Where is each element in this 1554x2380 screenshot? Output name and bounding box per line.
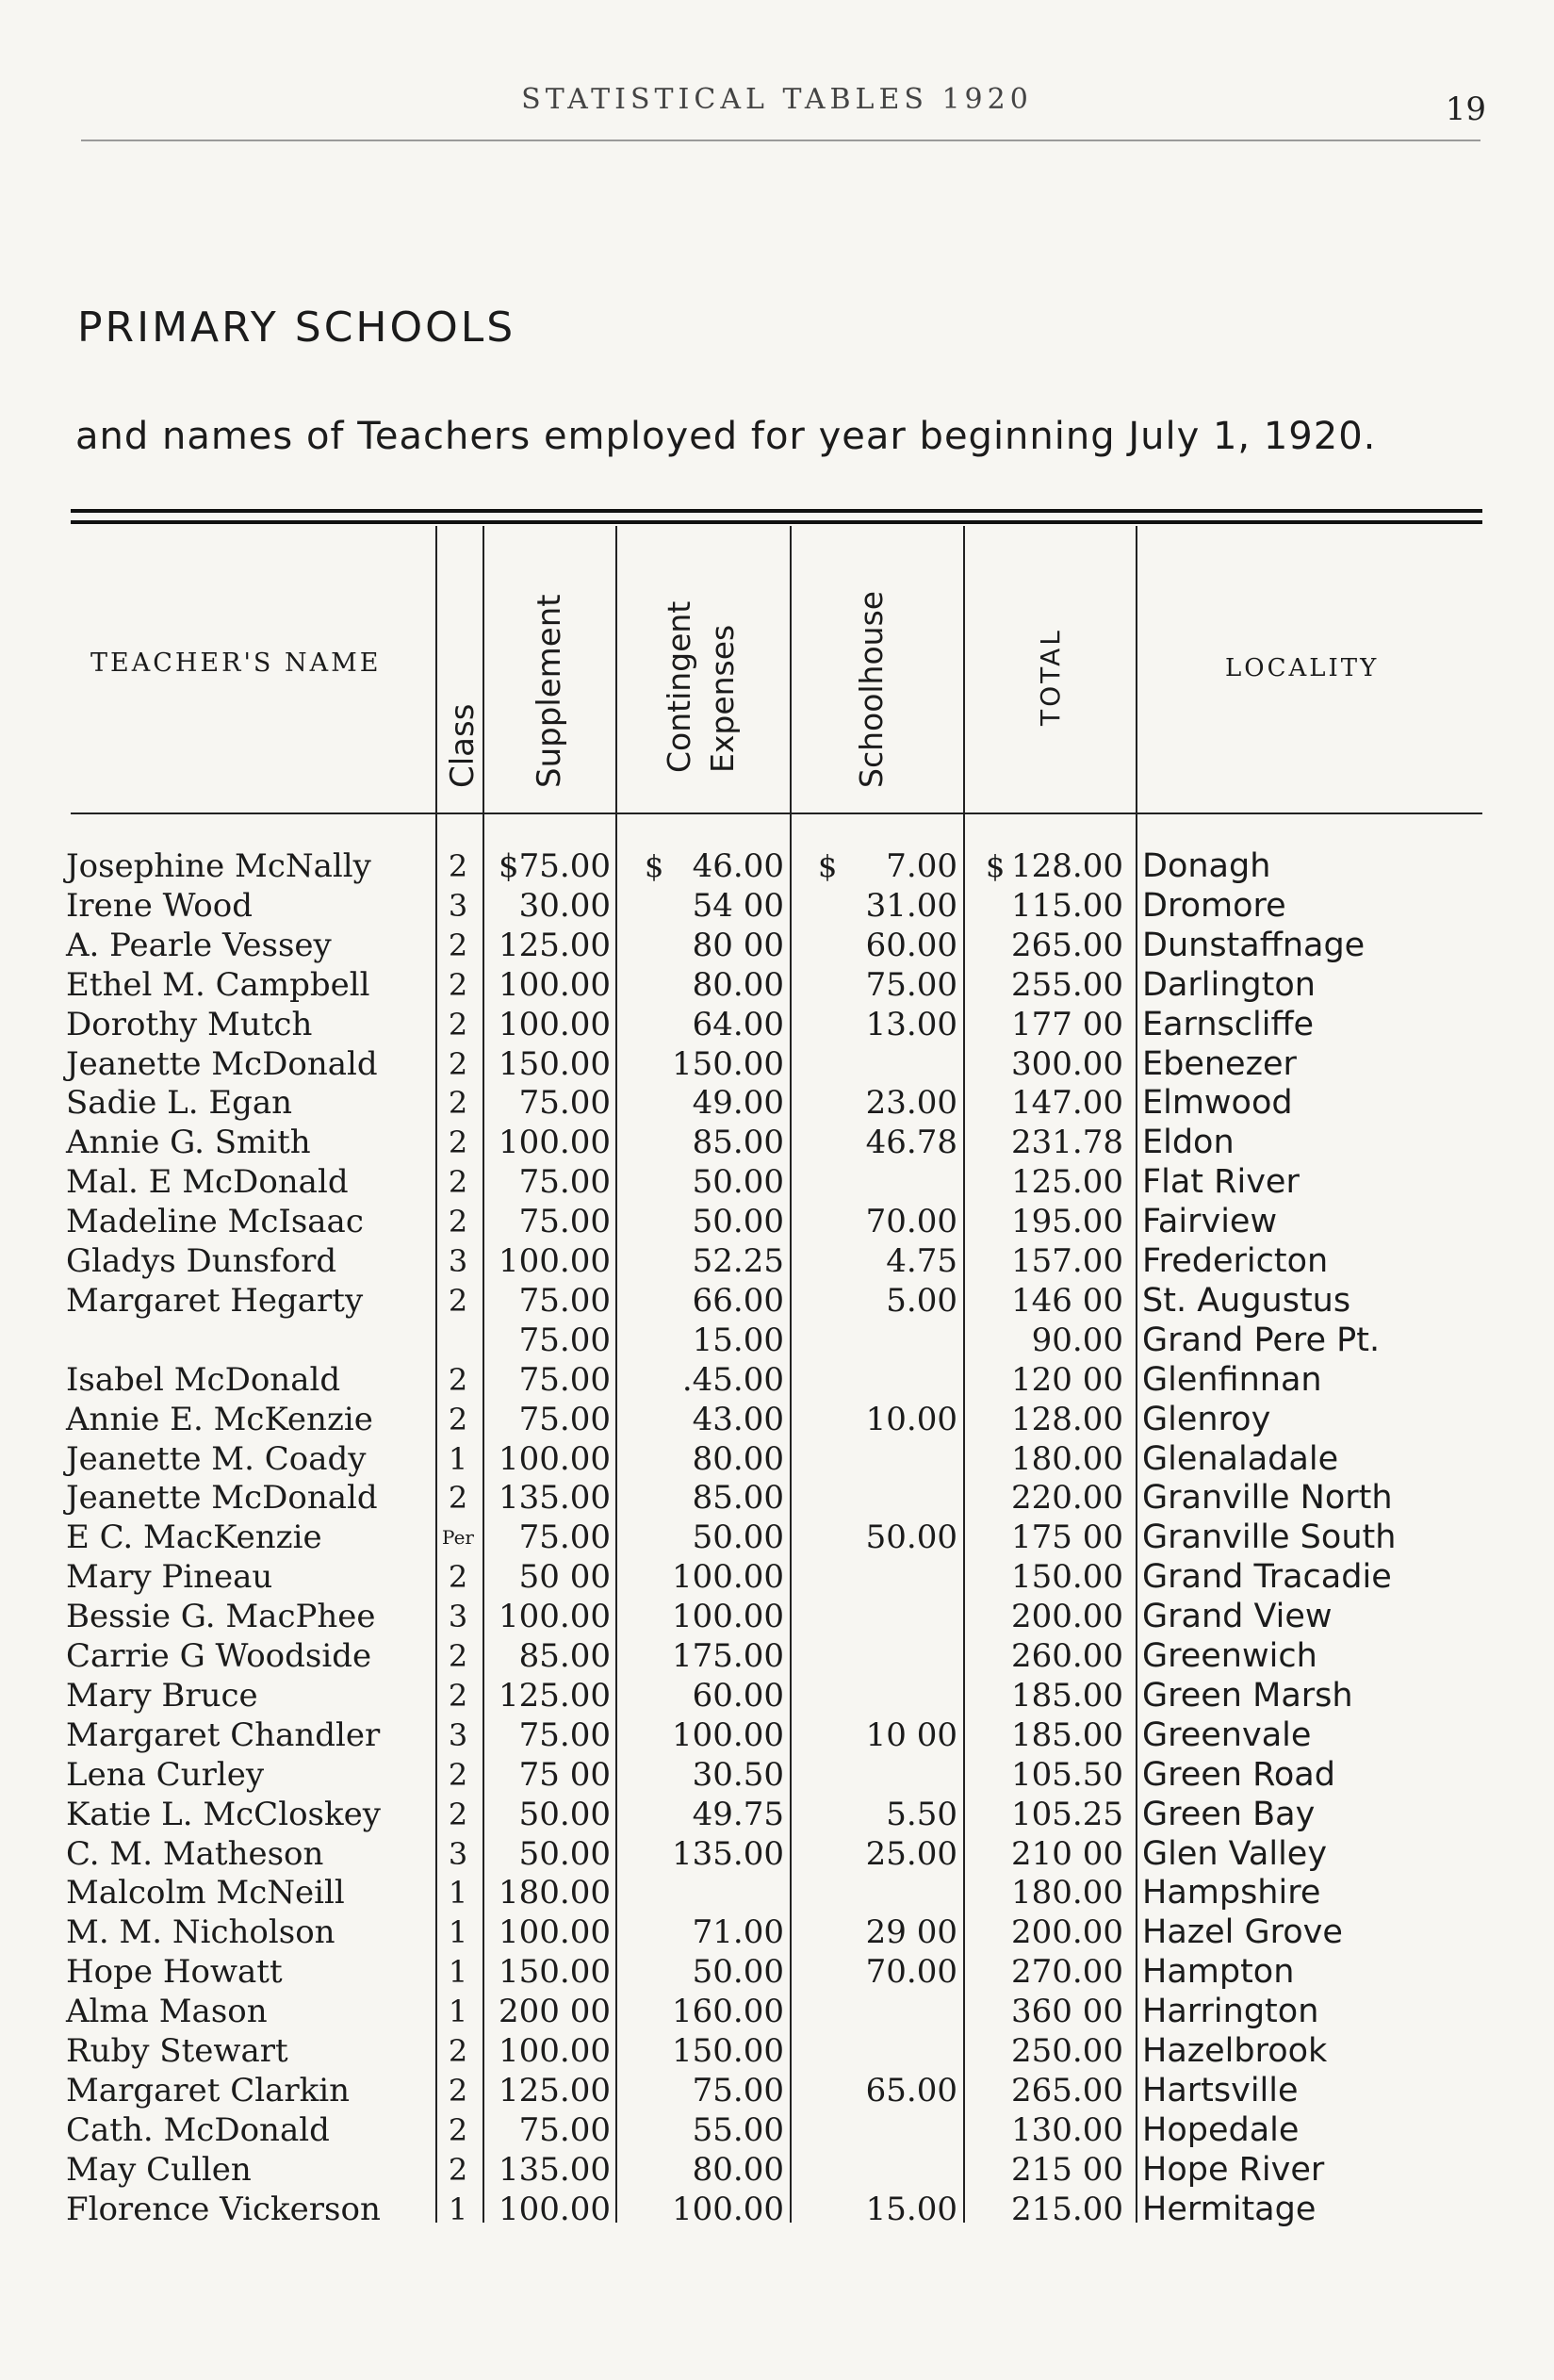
table-row — [0, 1873, 1554, 1912]
supplement-cell: 100.00 — [499, 1439, 611, 1478]
locality-cell: Green Bay — [1142, 1795, 1316, 1833]
contingent-cell: 100.00 — [672, 2190, 784, 2228]
total-cell: 200.00 — [1011, 1913, 1123, 1952]
teacher-name-cell: Malcolm McNeill — [66, 1874, 345, 1912]
column-header-locality: LOCALITY — [1225, 654, 1380, 682]
class-cell: 2 — [448, 1282, 468, 1319]
teacher-name-cell: Dorothy Mutch — [66, 1005, 313, 1043]
table-row — [0, 2190, 1554, 2229]
locality-cell: St. Augustus — [1142, 1281, 1351, 1320]
locality-cell: Darlington — [1142, 965, 1316, 1004]
page-title: PRIMARY SCHOOLS — [77, 304, 516, 352]
schoolhouse-dollar-sign: $ — [818, 848, 838, 884]
locality-cell: Greenwich — [1142, 1637, 1317, 1675]
teacher-name-cell: Madeline McIsaac — [66, 1203, 364, 1241]
class-cell: 1 — [448, 2191, 468, 2227]
contingent-cell: 64.00 — [692, 1005, 784, 1043]
table-row — [0, 1005, 1554, 1044]
contingent-cell: 52.25 — [692, 1242, 784, 1280]
schoolhouse-cell: 4.75 — [886, 1242, 957, 1280]
total-cell: 215 00 — [1011, 2150, 1123, 2189]
supplement-cell: 100.00 — [499, 1913, 611, 1952]
class-cell: 2 — [448, 1006, 468, 1042]
class-cell: 1 — [448, 1994, 468, 2030]
contingent-cell: 49.00 — [692, 1084, 784, 1123]
table-row — [0, 1715, 1554, 1755]
supplement-cell: 100.00 — [499, 1124, 611, 1162]
locality-cell: Granville North — [1142, 1479, 1393, 1518]
table-row — [0, 1676, 1554, 1715]
supplement-cell: 180.00 — [499, 1874, 611, 1912]
supplement-cell: 125.00 — [499, 1676, 611, 1715]
locality-cell: Green Marsh — [1142, 1676, 1353, 1715]
teacher-name-cell: Mary Pineau — [66, 1558, 273, 1597]
supplement-cell: 50.00 — [518, 1834, 611, 1873]
table-row — [0, 1952, 1554, 1992]
total-cell: 360 00 — [1011, 1993, 1123, 2031]
table-row — [0, 965, 1554, 1005]
total-cell: 265.00 — [1011, 926, 1123, 964]
page-subtitle: and names of Teachers employed for year beginning July 1, 1920. — [75, 415, 1377, 458]
supplement-cell: 100.00 — [499, 1598, 611, 1636]
header-rule — [81, 140, 1480, 141]
contingent-cell: 60.00 — [692, 1676, 784, 1715]
locality-cell: Glenaladale — [1142, 1439, 1339, 1478]
supplement-cell: 100.00 — [499, 1005, 611, 1043]
class-cell: 3 — [448, 1716, 468, 1753]
class-cell: 2 — [448, 1638, 468, 1674]
contingent-cell: 100.00 — [672, 1598, 784, 1636]
contingent-cell: 49.75 — [692, 1795, 784, 1833]
locality-cell: Glen Valley — [1142, 1834, 1328, 1873]
supplement-cell: 75.00 — [518, 1321, 611, 1359]
table-row — [0, 1755, 1554, 1795]
supplement-cell: 125.00 — [499, 2071, 611, 2109]
contingent-cell: .45.00 — [681, 1360, 784, 1399]
table-header-rule — [71, 812, 1482, 814]
schoolhouse-cell: 31.00 — [865, 886, 957, 925]
schoolhouse-cell: 13.00 — [865, 1005, 957, 1043]
table-row — [0, 1202, 1554, 1241]
table-row — [0, 1518, 1554, 1557]
table-row — [0, 846, 1554, 886]
contingent-cell: 100.00 — [672, 1715, 784, 1754]
class-cell: 2 — [448, 1480, 468, 1517]
total-cell: 115.00 — [1011, 886, 1123, 925]
total-cell: 180.00 — [1011, 1439, 1123, 1478]
total-cell: 265.00 — [1011, 2071, 1123, 2109]
running-head: STATISTICAL TABLES 1920 — [521, 83, 1033, 116]
contingent-cell: 135.00 — [672, 1834, 784, 1873]
locality-cell: Grand Tracadie — [1142, 1558, 1392, 1597]
locality-cell: Hopedale — [1142, 2110, 1300, 2149]
locality-cell: Hermitage — [1142, 2190, 1317, 2228]
table-top-rule — [71, 509, 1482, 513]
table-row — [0, 1281, 1554, 1321]
total-cell: 215.00 — [1011, 2190, 1123, 2228]
table-row — [0, 1044, 1554, 1084]
locality-cell: Hampshire — [1142, 1874, 1321, 1912]
contingent-cell: 66.00 — [692, 1281, 784, 1320]
supplement-cell: $75.00 — [499, 847, 611, 885]
table-row — [0, 2031, 1554, 2071]
schoolhouse-cell: 75.00 — [865, 965, 957, 1004]
class-cell: 2 — [448, 1756, 468, 1793]
supplement-cell: 100.00 — [499, 2190, 611, 2228]
total-cell: 185.00 — [1011, 1715, 1123, 1754]
locality-cell: Fredericton — [1142, 1242, 1329, 1280]
class-cell: 2 — [448, 2111, 468, 2148]
teacher-name-cell: Mal. E McDonald — [66, 1163, 349, 1202]
locality-cell: Hazel Grove — [1142, 1913, 1343, 1952]
locality-cell: Earnscliffe — [1142, 1005, 1315, 1043]
total-cell: 105.25 — [1011, 1795, 1123, 1833]
schoolhouse-cell: 25.00 — [865, 1834, 957, 1873]
locality-cell: Donagh — [1142, 847, 1271, 885]
locality-cell: Glenfinnan — [1142, 1360, 1322, 1399]
total-cell: 270.00 — [1011, 1953, 1123, 1992]
locality-cell: Dunstaffnage — [1142, 926, 1366, 964]
teacher-name-cell: Annie G. Smith — [66, 1124, 311, 1162]
class-cell: 2 — [448, 848, 468, 884]
total-cell: 175 00 — [1011, 1518, 1123, 1557]
contingent-cell: 150.00 — [672, 1044, 784, 1083]
contingent-cell: 80.00 — [692, 2150, 784, 2189]
locality-cell: Elmwood — [1142, 1084, 1293, 1123]
teacher-name-cell: Annie E. McKenzie — [66, 1400, 373, 1438]
total-cell: 157.00 — [1011, 1242, 1123, 1280]
locality-cell: Fairview — [1142, 1203, 1278, 1241]
class-cell: 3 — [448, 1835, 468, 1872]
page-number: 19 — [1445, 90, 1486, 128]
locality-cell: Greenvale — [1142, 1715, 1312, 1754]
total-cell: 185.00 — [1011, 1676, 1123, 1715]
table-row — [0, 1241, 1554, 1281]
column-header-supplement: Supplement — [531, 594, 568, 788]
locality-cell: Glenroy — [1142, 1400, 1271, 1438]
teacher-name-cell: Bessie G. MacPhee — [66, 1598, 376, 1636]
schoolhouse-cell: 10 00 — [865, 1715, 957, 1754]
total-cell: 128.00 — [1011, 1400, 1123, 1438]
contingent-cell: 54 00 — [692, 886, 784, 925]
class-cell: 2 — [448, 2033, 468, 2069]
class-cell: 3 — [448, 887, 468, 924]
locality-cell: Granville South — [1142, 1518, 1397, 1557]
class-cell: 2 — [448, 1401, 468, 1437]
teacher-name-cell: Hope Howatt — [66, 1953, 283, 1992]
contingent-cell: 80.00 — [692, 1439, 784, 1478]
class-cell: 2 — [448, 1204, 468, 1240]
table-row — [0, 1321, 1554, 1360]
column-header-total: TOTAL — [1035, 628, 1066, 726]
table-row — [0, 1400, 1554, 1439]
class-cell: 2 — [448, 1164, 468, 1201]
total-cell: 125.00 — [1011, 1163, 1123, 1202]
contingent-cell: 150.00 — [672, 2032, 784, 2070]
contingent-dollar-sign: $ — [645, 848, 664, 884]
contingent-cell: 75.00 — [692, 2071, 784, 2109]
schoolhouse-cell: 23.00 — [865, 1084, 957, 1123]
total-cell: 220.00 — [1011, 1479, 1123, 1518]
class-cell: 2 — [448, 1361, 468, 1398]
schoolhouse-cell: 5.00 — [886, 1281, 957, 1320]
contingent-cell: 71.00 — [692, 1913, 784, 1952]
total-cell: 180.00 — [1011, 1874, 1123, 1912]
supplement-cell: 135.00 — [499, 2150, 611, 2189]
class-cell: 2 — [448, 1124, 468, 1161]
supplement-cell: 100.00 — [499, 1242, 611, 1280]
total-cell: 105.50 — [1011, 1755, 1123, 1794]
total-cell: 255.00 — [1011, 965, 1123, 1004]
table-row — [0, 1834, 1554, 1874]
class-cell: Per — [442, 1526, 474, 1550]
total-cell: 260.00 — [1011, 1637, 1123, 1675]
teacher-name-cell: Josephine McNally — [66, 847, 371, 885]
schoolhouse-cell: 60.00 — [865, 926, 957, 964]
locality-cell: Green Road — [1142, 1755, 1335, 1794]
total-cell: 250.00 — [1011, 2032, 1123, 2070]
table-top-rule-second — [71, 520, 1482, 524]
supplement-cell: 100.00 — [499, 965, 611, 1004]
teacher-name-cell: Margaret Clarkin — [66, 2071, 351, 2109]
schoolhouse-cell: 70.00 — [865, 1953, 957, 1992]
class-cell: 2 — [448, 966, 468, 1003]
contingent-cell: 46.00 — [692, 847, 784, 885]
total-cell: 150.00 — [1011, 1558, 1123, 1597]
contingent-cell: 80.00 — [692, 965, 784, 1004]
table-row — [0, 2071, 1554, 2110]
total-cell: 90.00 — [1031, 1321, 1123, 1359]
schoolhouse-cell: 5.50 — [886, 1795, 957, 1833]
total-cell: 147.00 — [1011, 1084, 1123, 1123]
contingent-cell: 15.00 — [692, 1321, 784, 1359]
schoolhouse-cell: 70.00 — [865, 1203, 957, 1241]
teacher-name-cell: Lena Curley — [66, 1755, 265, 1794]
column-header-class: Class — [444, 703, 482, 788]
contingent-cell: 175.00 — [672, 1637, 784, 1675]
contingent-cell: 30.50 — [692, 1755, 784, 1794]
supplement-cell: 75.00 — [518, 1281, 611, 1320]
supplement-cell: 75.00 — [518, 1360, 611, 1399]
total-cell: 210 00 — [1011, 1834, 1123, 1873]
locality-cell: Hope River — [1142, 2150, 1325, 2189]
class-cell: 1 — [448, 1440, 468, 1477]
teacher-name-cell: M. M. Nicholson — [66, 1913, 335, 1952]
table-row — [0, 1123, 1554, 1162]
contingent-cell: 160.00 — [672, 1993, 784, 2031]
teacher-name-cell: A. Pearle Vessey — [66, 926, 332, 964]
locality-cell: Ebenezer — [1142, 1044, 1297, 1083]
supplement-cell: 75.00 — [518, 2110, 611, 2149]
supplement-cell: 85.00 — [518, 1637, 611, 1675]
total-cell: 128.00 — [1011, 847, 1123, 885]
class-cell: 2 — [448, 1085, 468, 1122]
supplement-cell: 75.00 — [518, 1400, 611, 1438]
table-row — [0, 886, 1554, 926]
teacher-name-cell: C. M. Matheson — [66, 1834, 324, 1873]
contingent-cell: 80 00 — [692, 926, 784, 964]
column-header-teacher-name: TEACHER'S NAME — [90, 648, 382, 678]
teacher-name-cell: Florence Vickerson — [66, 2190, 381, 2228]
supplement-cell: 75.00 — [518, 1084, 611, 1123]
teacher-name-cell: Margaret Chandler — [66, 1715, 381, 1754]
teacher-name-cell: Ruby Stewart — [66, 2032, 288, 2070]
schoolhouse-cell: 7.00 — [886, 847, 957, 885]
supplement-cell: 75.00 — [518, 1163, 611, 1202]
table-row — [0, 926, 1554, 965]
contingent-cell: 50.00 — [692, 1203, 784, 1241]
total-cell: 120 00 — [1011, 1360, 1123, 1399]
table-row — [0, 2110, 1554, 2150]
teacher-name-cell: Jeanette McDonald — [66, 1044, 378, 1083]
supplement-cell: 75 00 — [518, 1755, 611, 1794]
total-cell: 130.00 — [1011, 2110, 1123, 2149]
contingent-cell: 85.00 — [692, 1479, 784, 1518]
supplement-cell: 150.00 — [499, 1044, 611, 1083]
teacher-name-cell: Alma Mason — [66, 1993, 268, 2031]
contingent-cell: 100.00 — [672, 1558, 784, 1597]
schoolhouse-cell: 50.00 — [865, 1518, 957, 1557]
table-row — [0, 1439, 1554, 1479]
table-row — [0, 2150, 1554, 2190]
teacher-name-cell: Katie L. McCloskey — [66, 1795, 381, 1833]
teacher-name-cell: E C. MacKenzie — [66, 1518, 322, 1557]
supplement-cell: 200 00 — [499, 1993, 611, 2031]
table-row — [0, 1636, 1554, 1676]
locality-cell: Grand Pere Pt. — [1142, 1321, 1381, 1359]
teacher-name-cell: Irene Wood — [66, 886, 253, 925]
class-cell: 1 — [448, 1875, 468, 1912]
teacher-name-cell: Gladys Dunsford — [66, 1242, 337, 1280]
teacher-name-cell: Isabel McDonald — [66, 1360, 341, 1399]
table-row — [0, 1795, 1554, 1834]
class-cell: 2 — [448, 2072, 468, 2109]
teacher-name-cell: Jeanette McDonald — [66, 1479, 378, 1518]
contingent-cell: 85.00 — [692, 1124, 784, 1162]
schoolhouse-cell: 46.78 — [865, 1124, 957, 1162]
supplement-cell: 30.00 — [518, 886, 611, 925]
supplement-cell: 75.00 — [518, 1518, 611, 1557]
supplement-cell: 75.00 — [518, 1715, 611, 1754]
table-row — [0, 1162, 1554, 1202]
locality-cell: Hartsville — [1142, 2071, 1299, 2109]
supplement-cell: 75.00 — [518, 1203, 611, 1241]
contingent-cell: 55.00 — [692, 2110, 784, 2149]
column-header-schoolhouse: Schoolhouse — [853, 590, 890, 788]
total-cell: 146 00 — [1011, 1281, 1123, 1320]
total-cell: 231.78 — [1011, 1124, 1123, 1162]
class-cell: 3 — [448, 1599, 468, 1635]
teacher-name-cell: Cath. McDonald — [66, 2110, 330, 2149]
teacher-name-cell: Jeanette M. Coady — [66, 1439, 367, 1478]
class-cell: 2 — [448, 1677, 468, 1714]
locality-cell: Harrington — [1142, 1993, 1319, 2031]
teacher-name-cell: Mary Bruce — [66, 1676, 258, 1715]
locality-cell: Dromore — [1142, 886, 1286, 925]
total-cell: 300.00 — [1011, 1044, 1123, 1083]
contingent-cell: 43.00 — [692, 1400, 784, 1438]
locality-cell: Hampton — [1142, 1953, 1295, 1992]
supplement-cell: 125.00 — [499, 926, 611, 964]
supplement-cell: 50 00 — [518, 1558, 611, 1597]
schoolhouse-cell: 65.00 — [865, 2071, 957, 2109]
class-cell: 2 — [448, 1796, 468, 1832]
teacher-name-cell: Sadie L. Egan — [66, 1084, 293, 1123]
contingent-cell: 50.00 — [692, 1953, 784, 1992]
table-row — [0, 1360, 1554, 1400]
schoolhouse-cell: 29 00 — [865, 1913, 957, 1952]
contingent-cell: 50.00 — [692, 1163, 784, 1202]
table-row — [0, 1083, 1554, 1123]
schoolhouse-cell: 15.00 — [865, 2190, 957, 2228]
total-dollar-sign: $ — [986, 848, 1006, 884]
total-cell: 177 00 — [1011, 1005, 1123, 1043]
contingent-cell: 50.00 — [692, 1518, 784, 1557]
class-cell: 1 — [448, 1914, 468, 1951]
supplement-cell: 100.00 — [499, 2032, 611, 2070]
table-row — [0, 1478, 1554, 1518]
table-row — [0, 1557, 1554, 1597]
class-cell: 2 — [448, 1045, 468, 1082]
class-cell: 2 — [448, 1559, 468, 1596]
schoolhouse-cell: 10.00 — [865, 1400, 957, 1438]
class-cell: 3 — [448, 1243, 468, 1279]
locality-cell: Grand View — [1142, 1598, 1333, 1636]
table-row — [0, 1912, 1554, 1952]
locality-cell: Hazelbrook — [1142, 2032, 1328, 2070]
table-row — [0, 1597, 1554, 1636]
total-cell: 195.00 — [1011, 1203, 1123, 1241]
teacher-name-cell: Carrie G Woodside — [66, 1637, 372, 1675]
teacher-name-cell: Margaret Hegarty — [66, 1281, 364, 1320]
total-cell: 200.00 — [1011, 1598, 1123, 1636]
column-header-contingent-expenses: Contingent Expenses — [661, 600, 741, 773]
supplement-cell: 50.00 — [518, 1795, 611, 1833]
class-cell: 2 — [448, 2151, 468, 2188]
class-cell: 1 — [448, 1954, 468, 1991]
locality-cell: Flat River — [1142, 1163, 1300, 1202]
teacher-name-cell: May Cullen — [66, 2150, 252, 2189]
supplement-cell: 150.00 — [499, 1953, 611, 1992]
table-row — [0, 1992, 1554, 2031]
teacher-name-cell: Ethel M. Campbell — [66, 965, 370, 1004]
locality-cell: Eldon — [1142, 1124, 1235, 1162]
supplement-cell: 135.00 — [499, 1479, 611, 1518]
class-cell: 2 — [448, 927, 468, 963]
